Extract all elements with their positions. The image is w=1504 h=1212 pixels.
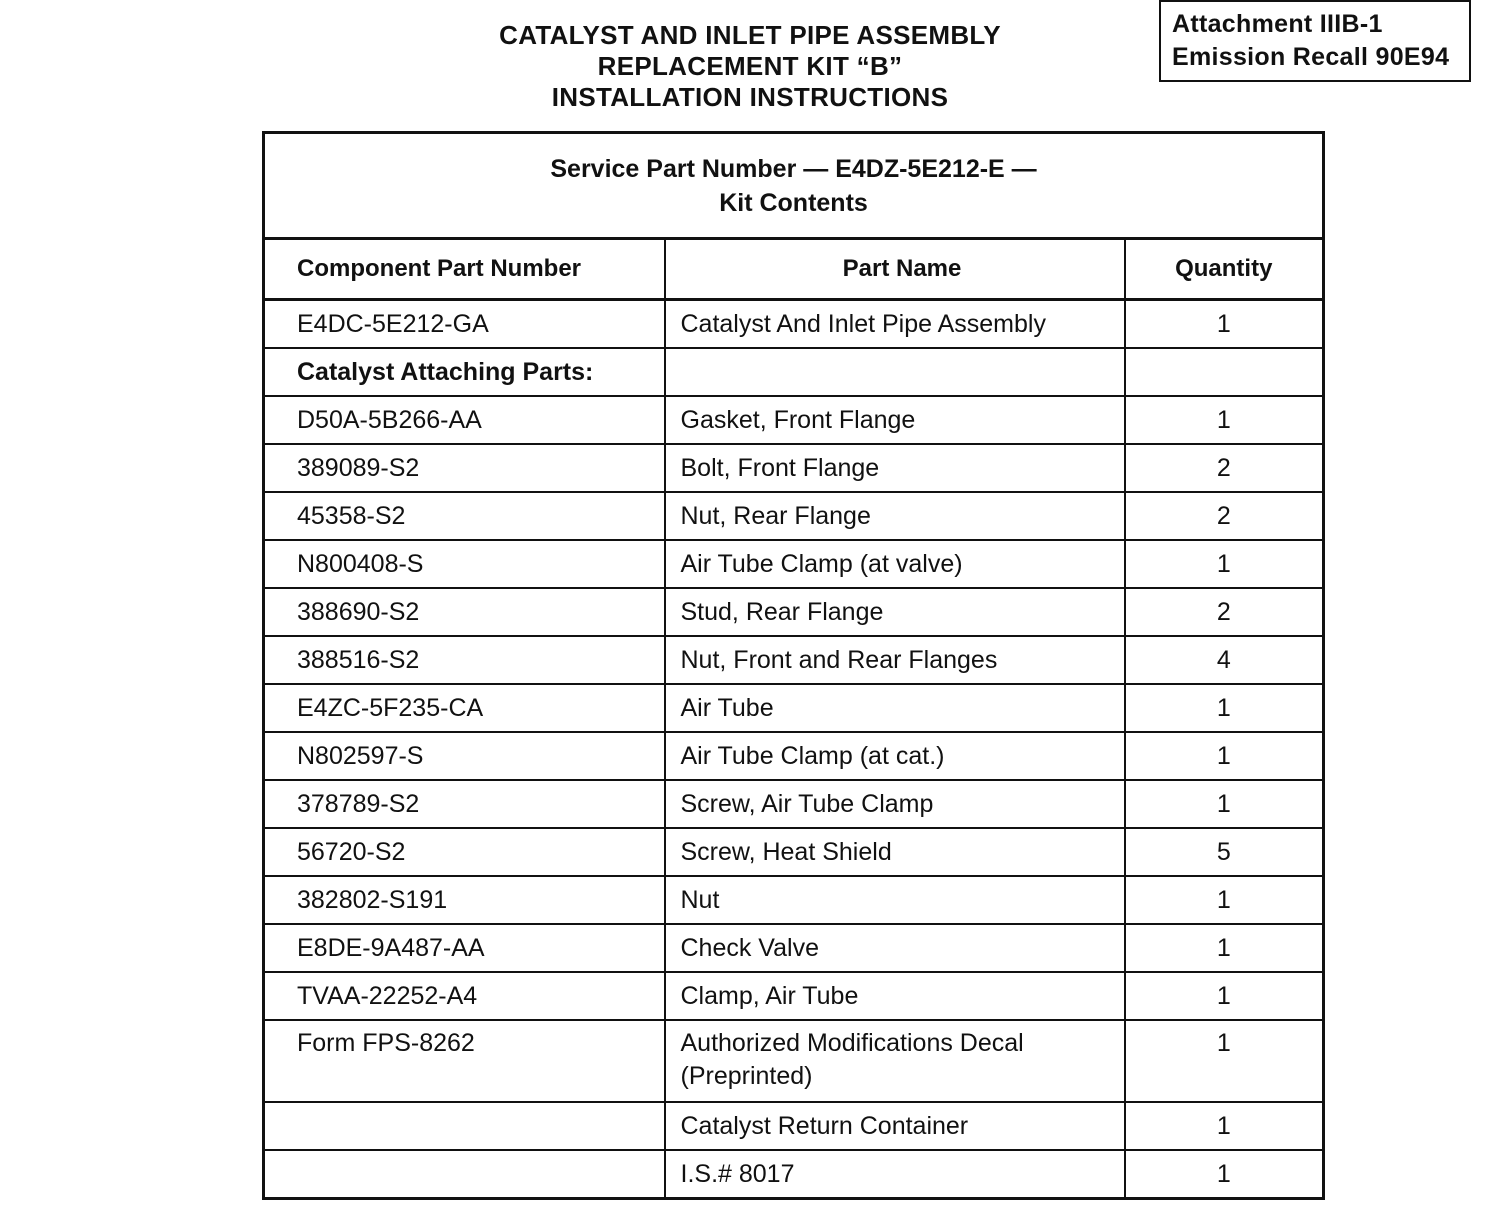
- part-number-cell: Form FPS-8262: [264, 1020, 665, 1102]
- table-row: [264, 1020, 1324, 1102]
- kit-contents-heading: Kit Contents: [719, 188, 868, 217]
- part-number-cell: 45358-S2: [264, 492, 665, 540]
- part-name-cell: Nut: [665, 876, 1125, 924]
- part-number-cell: [264, 1150, 665, 1199]
- quantity-cell: 1: [1125, 1150, 1324, 1199]
- part-name-cell: Air Tube Clamp (at valve): [665, 540, 1125, 588]
- quantity-cell: 1: [1125, 300, 1324, 349]
- part-name-cell: Nut, Rear Flange: [665, 492, 1125, 540]
- part-name-cell: Clamp, Air Tube: [665, 972, 1125, 1020]
- title-line-3: INSTALLATION INSTRUCTIONS: [551, 82, 949, 112]
- attachment-label: Attachment IIIB-1: [1172, 10, 1383, 38]
- table-row: [264, 1102, 1324, 1150]
- table-row: [264, 732, 1324, 780]
- quantity-cell: 1: [1125, 972, 1324, 1020]
- attachment-box: [1159, 0, 1471, 82]
- table-row: [264, 684, 1324, 732]
- quantity-cell: 2: [1125, 492, 1324, 540]
- title-line-2: REPLACEMENT KIT “B”: [597, 51, 903, 81]
- service-part-number-banner: [264, 133, 1324, 239]
- part-name-cell: Air Tube Clamp (at cat.): [665, 732, 1125, 780]
- kit-contents-table: [262, 131, 1325, 1200]
- part-number-cell: E8DE-9A487-AA: [264, 924, 665, 972]
- part-name-cell: [665, 1020, 1125, 1102]
- part-name-cell: Catalyst Return Container: [665, 1102, 1125, 1150]
- part-number-cell: 388690-S2: [264, 588, 665, 636]
- quantity-cell: 1: [1125, 924, 1324, 972]
- header-part-number: Component Part Number: [264, 239, 665, 300]
- part-number-cell: 378789-S2: [264, 780, 665, 828]
- part-name-line-1: Authorized Modifications Decal: [680, 1029, 1024, 1057]
- part-number-cell: E4ZC-5F235-CA: [264, 684, 665, 732]
- table-row: [264, 924, 1324, 972]
- table-row: [264, 972, 1324, 1020]
- service-part-number: Service Part Number — E4DZ-5E212-E —: [550, 154, 1037, 183]
- part-name-cell: [665, 348, 1125, 396]
- header-part-name: Part Name: [665, 239, 1125, 300]
- section-label-cell: Catalyst Attaching Parts:: [264, 348, 665, 396]
- part-name-cell: Bolt, Front Flange: [665, 444, 1125, 492]
- table-row: [264, 780, 1324, 828]
- quantity-cell: 1: [1125, 732, 1324, 780]
- table-row-section: [264, 348, 1324, 396]
- part-number-cell: 56720-S2: [264, 828, 665, 876]
- part-number-cell: [264, 1102, 665, 1150]
- part-number-cell: 388516-S2: [264, 636, 665, 684]
- table-row: [264, 588, 1324, 636]
- part-name-cell: Catalyst And Inlet Pipe Assembly: [665, 300, 1125, 349]
- quantity-cell: 1: [1125, 876, 1324, 924]
- quantity-cell: 1: [1125, 684, 1324, 732]
- table-row: [264, 828, 1324, 876]
- quantity-cell: 5: [1125, 828, 1324, 876]
- title-line-1: CATALYST AND INLET PIPE ASSEMBLY: [499, 20, 1001, 50]
- quantity-cell: [1125, 348, 1324, 396]
- table-row: [264, 492, 1324, 540]
- part-number-cell: 389089-S2: [264, 444, 665, 492]
- quantity-cell: 1: [1125, 1102, 1324, 1150]
- part-name-cell: Stud, Rear Flange: [665, 588, 1125, 636]
- part-number-cell: N802597-S: [264, 732, 665, 780]
- table-row: [264, 1150, 1324, 1199]
- part-name-cell: Check Valve: [665, 924, 1125, 972]
- table-row: [264, 540, 1324, 588]
- table-row: [264, 876, 1324, 924]
- part-name-cell: Screw, Air Tube Clamp: [665, 780, 1125, 828]
- quantity-cell: 1: [1125, 1020, 1324, 1102]
- table-header-row: [264, 239, 1324, 300]
- part-name-line-2: (Preprinted): [680, 1062, 813, 1090]
- part-number-cell: 382802-S191: [264, 876, 665, 924]
- table-row: [264, 444, 1324, 492]
- quantity-cell: 1: [1125, 540, 1324, 588]
- quantity-cell: 4: [1125, 636, 1324, 684]
- part-number-cell: D50A-5B266-AA: [264, 396, 665, 444]
- table-row: [264, 396, 1324, 444]
- part-name-cell: Nut, Front and Rear Flanges: [665, 636, 1125, 684]
- table-banner-row: [264, 133, 1324, 239]
- part-number-cell: N800408-S: [264, 540, 665, 588]
- part-number-cell: E4DC-5E212-GA: [264, 300, 665, 349]
- header-quantity: Quantity: [1125, 239, 1324, 300]
- part-number-cell: TVAA-22252-A4: [264, 972, 665, 1020]
- part-name-cell: I.S.# 8017: [665, 1150, 1125, 1199]
- quantity-cell: 2: [1125, 588, 1324, 636]
- table-row: [264, 636, 1324, 684]
- document-title: [400, 20, 1100, 113]
- part-name-cell: Air Tube: [665, 684, 1125, 732]
- recall-label: Emission Recall 90E94: [1172, 43, 1450, 71]
- part-name-cell: Screw, Heat Shield: [665, 828, 1125, 876]
- quantity-cell: 1: [1125, 396, 1324, 444]
- quantity-cell: 2: [1125, 444, 1324, 492]
- part-name-cell: Gasket, Front Flange: [665, 396, 1125, 444]
- quantity-cell: 1: [1125, 780, 1324, 828]
- table-row: [264, 300, 1324, 349]
